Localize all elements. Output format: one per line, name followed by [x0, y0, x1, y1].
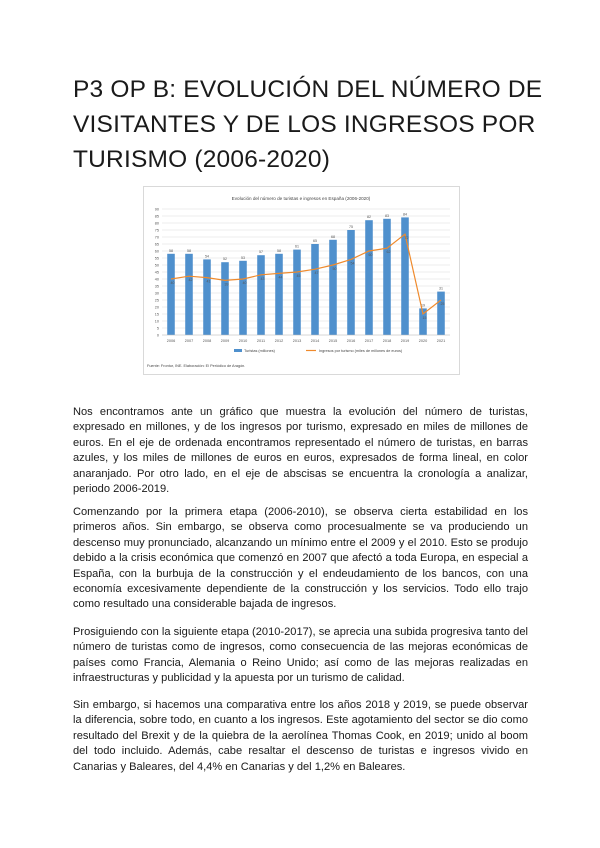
bar-2015 — [329, 240, 337, 335]
y-tick-label: 45 — [154, 270, 159, 275]
paragraph-2: Comenzando por la primera etapa (2006-2010), se observa cierta estabilidad en los primeros años. Sin embargo, se observa como procesualmente se va produciendo un descenso muy pronunciado, alcanzando un mínimo entre el 2009 y el 2010. Esto se produjo debido a la crisis económica que comenzó en 2007 que afectó a toda Europa, en especial a España, con la burbuja de la construcción y el endeudamiento de los bancos, con una economía excesivamente dependiente de la construcción y los servicios. Todo ello trajo como resultado una considerable bajada de ingresos. — [73, 506, 528, 611]
chart-legend — [234, 349, 403, 353]
legend-label-ingresos: Ingresos por turismo (miles de millones de euros) — [319, 349, 403, 353]
line-value-label: 60 — [368, 253, 373, 257]
y-tick-label: 40 — [154, 277, 159, 282]
y-tick-label: 0 — [156, 333, 159, 338]
bar-value-label: 84 — [403, 212, 407, 217]
line-value-label: 45 — [296, 274, 301, 278]
x-tick-label: 2015 — [328, 339, 338, 343]
page-title: P3 OP B: EVOLUCIÓN DEL NÚMERO DE VISITANTES Y DE LOS INGRESOS POR TURISMO (2006-2020) — [73, 76, 543, 173]
ingresos-line — [171, 234, 441, 314]
y-tick-label: 35 — [154, 284, 159, 289]
x-tick-label: 2009 — [220, 339, 230, 343]
line-value-label: 40 — [242, 281, 247, 285]
chart-svg — [144, 187, 459, 374]
bar-value-label: 54 — [205, 254, 209, 259]
y-tick-label: 85 — [154, 214, 159, 219]
y-tick-label: 20 — [154, 305, 159, 310]
bar-2011 — [257, 255, 265, 335]
x-tick-label: 2018 — [382, 339, 392, 343]
x-tick-label: 2011 — [256, 339, 266, 343]
y-tick-label: 55 — [154, 256, 159, 261]
tourism-chart — [143, 186, 460, 375]
y-tick-label: 10 — [154, 319, 159, 324]
x-tick-label: 2006 — [166, 339, 176, 343]
bar-2012 — [275, 254, 283, 335]
line-value-label: 50 — [332, 267, 337, 271]
x-tick-label: 2021 — [436, 339, 446, 343]
chart-source: Fuente: Frontur, INE. Elaboración: El Periódico de Aragón. — [147, 364, 246, 368]
bar-value-label: 31 — [439, 286, 443, 291]
x-tick-label: 2020 — [418, 339, 428, 343]
y-tick-label: 5 — [156, 326, 159, 331]
bar-2021 — [437, 292, 445, 335]
bar-2010 — [239, 261, 247, 335]
bar-2013 — [293, 250, 301, 335]
line-value-label: 54 — [350, 261, 355, 266]
bar-2006 — [167, 254, 175, 335]
y-tick-label: 80 — [154, 221, 159, 226]
bar-value-label: 83 — [385, 213, 389, 218]
x-tick-label: 2007 — [184, 339, 194, 343]
chart-y-axis — [155, 207, 159, 337]
chart-title: Evolución del número de turistas e ingresos en España (2006-2020) — [231, 196, 371, 201]
bar-value-label: 52 — [223, 257, 227, 262]
bar-value-label: 57 — [259, 250, 263, 255]
bar-2018 — [383, 219, 391, 335]
bar-2008 — [203, 259, 211, 335]
y-tick-label: 15 — [154, 312, 159, 317]
bar-2016 — [347, 230, 355, 335]
y-tick-label: 25 — [154, 298, 159, 303]
x-tick-label: 2016 — [346, 339, 356, 343]
x-tick-label: 2010 — [238, 339, 248, 343]
y-tick-label: 75 — [154, 228, 159, 233]
line-value-label: 40 — [170, 281, 175, 285]
bar-value-label: 75 — [349, 225, 353, 229]
bar-value-label: 68 — [331, 234, 335, 239]
bar-value-label: 65 — [313, 239, 317, 243]
legend-label-turistas: Turistas (millones) — [244, 349, 275, 353]
y-tick-label: 90 — [154, 207, 159, 212]
chart-bars — [167, 212, 445, 335]
bar-2009 — [221, 262, 229, 335]
chart-x-axis — [162, 335, 450, 343]
line-value-label: 25 — [440, 302, 445, 306]
line-value-label: 39 — [224, 282, 229, 287]
y-tick-label: 60 — [154, 249, 159, 254]
x-tick-label: 2017 — [364, 339, 374, 343]
bar-value-label: 58 — [169, 248, 173, 253]
line-value-label: 72 — [404, 236, 409, 241]
paragraph-1: Nos encontramos ante un gráfico que muestra la evolución del número de turistas, expresado en millones, y de los ingresos por turismo, expresado en miles de millones de euros. En el eje de ordenada encontramos representado el número de turistas, en barras azules, y los miles de millones de euros en euros, expresados de forma lineal, en color anaranjado. Por otro lado, en el eje de abscisas se encuentra la cronología a analizar, periodo 2006-2019. — [73, 406, 528, 496]
paragraph-3: Prosiguiendo con la siguiente etapa (2010-2017), se aprecia una subida progresiva tanto del número de turistas como de ingresos, como consecuencia de las mejoras económicas de países como Francia, Alemania o Reino Unido; así como de las mejoras realizadas en infraestructuras y publicidad y la apuesta por un turismo de calidad. — [73, 626, 528, 685]
y-tick-label: 50 — [154, 263, 159, 268]
y-tick-label: 65 — [154, 242, 159, 247]
x-tick-label: 2019 — [400, 339, 410, 343]
bar-value-label: 82 — [367, 215, 371, 220]
x-tick-label: 2014 — [310, 339, 320, 343]
x-tick-label: 2008 — [202, 339, 212, 343]
y-tick-label: 70 — [154, 235, 159, 240]
line-value-label: 15 — [422, 316, 427, 320]
line-value-label: 44 — [278, 275, 283, 280]
line-value-label: 41 — [206, 279, 211, 284]
x-tick-label: 2012 — [274, 339, 284, 343]
bar-value-label: 61 — [295, 244, 299, 249]
line-value-label: 47 — [314, 271, 319, 276]
x-tick-label: 2013 — [292, 339, 302, 343]
bar-2014 — [311, 244, 319, 335]
line-value-label: 42 — [188, 278, 193, 283]
y-tick-label: 30 — [154, 291, 159, 296]
line-value-label: 62 — [386, 250, 391, 255]
bar-value-label: 19 — [421, 303, 425, 308]
bar-value-label: 58 — [277, 248, 281, 253]
legend-swatch-turistas — [234, 349, 242, 352]
bar-2007 — [185, 254, 193, 335]
bar-value-label: 58 — [187, 248, 191, 253]
bar-value-label: 53 — [241, 255, 245, 260]
paragraph-4: Sin embargo, si hacemos una comparativa entre los años 2018 y 2019, se puede observar la diferencia, sobre todo, en cuanto a los ingresos. Este agotamiento del sector se dio como resultado del Brexit y de la quiebra de la aerolínea Thomas Cook, en 2019; unido al boom del todo incluido. Además, cabe resaltar el descenso de turistas e ingresos vivido en Canarias y Baleares, del 4,4% en Canarias y del 1,2% en Baleares. — [73, 699, 528, 773]
line-value-label: 43 — [260, 276, 265, 281]
bar-2017 — [365, 220, 373, 335]
